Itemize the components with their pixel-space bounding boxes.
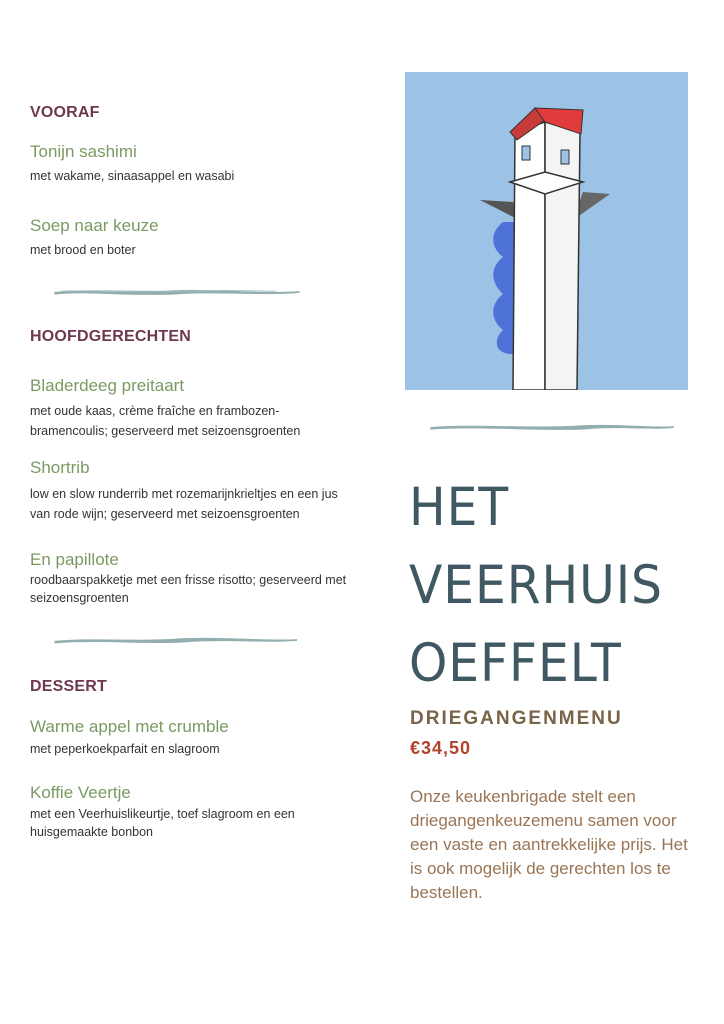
brush-divider: [408, 421, 698, 433]
dish-name: Soep naar keuze: [30, 216, 159, 235]
brush-divider: [32, 634, 322, 646]
dish-description: met wakame, sinaasappel en wasabi: [30, 169, 235, 183]
dish-name: Bladerdeeg preitaart: [30, 376, 185, 395]
dish-name: En papillote: [30, 550, 119, 569]
section-title: HOOFDGERECHTEN: [30, 328, 192, 345]
title-line: VEERHUIS: [409, 555, 663, 616]
tower-illustration: [405, 72, 688, 390]
brush-divider: [32, 286, 322, 298]
dish-description: met oude kaas, crème fraîche en frambozen-bramencoulis; geserveerd met seizoensgroenten: [30, 404, 301, 438]
dish-description: met brood en boter: [30, 243, 136, 257]
section-title: VOORAF: [30, 104, 100, 121]
menu-price: €34,50: [410, 738, 472, 758]
dish-name: Shortrib: [30, 458, 90, 477]
menu-intro: Onze keukenbrigade stelt een driegangenkeuzemenu samen voor een vaste en aantrekkelijke prijs. Het is ook mogelijk de gerechten los te bestellen.: [410, 787, 688, 902]
dish-description: roodbaarspakketje met een frisse risotto; geserveerd met seizoensgroenten: [30, 573, 347, 605]
dish-name: Tonijn sashimi: [30, 142, 137, 161]
dish-name: Koffie Veertje: [30, 783, 131, 802]
dish-description: met een Veerhuislikeurtje, toef slagroom en een huisgemaakte bonbon: [30, 807, 295, 839]
dish-description: low en slow runderrib met rozemarijnkrieltjes en een jus van rode wijn; geserveerd met seizoensgroenten: [30, 487, 338, 521]
section-title: DESSERT: [30, 678, 107, 695]
dish-name: Warme appel met crumble: [30, 717, 229, 736]
title-line: HET: [409, 477, 510, 538]
title-line: OEFFELT: [409, 633, 622, 694]
dish-description: met peperkoekparfait en slagroom: [30, 742, 220, 756]
menu-title: DRIEGANGENMENU: [410, 708, 623, 729]
